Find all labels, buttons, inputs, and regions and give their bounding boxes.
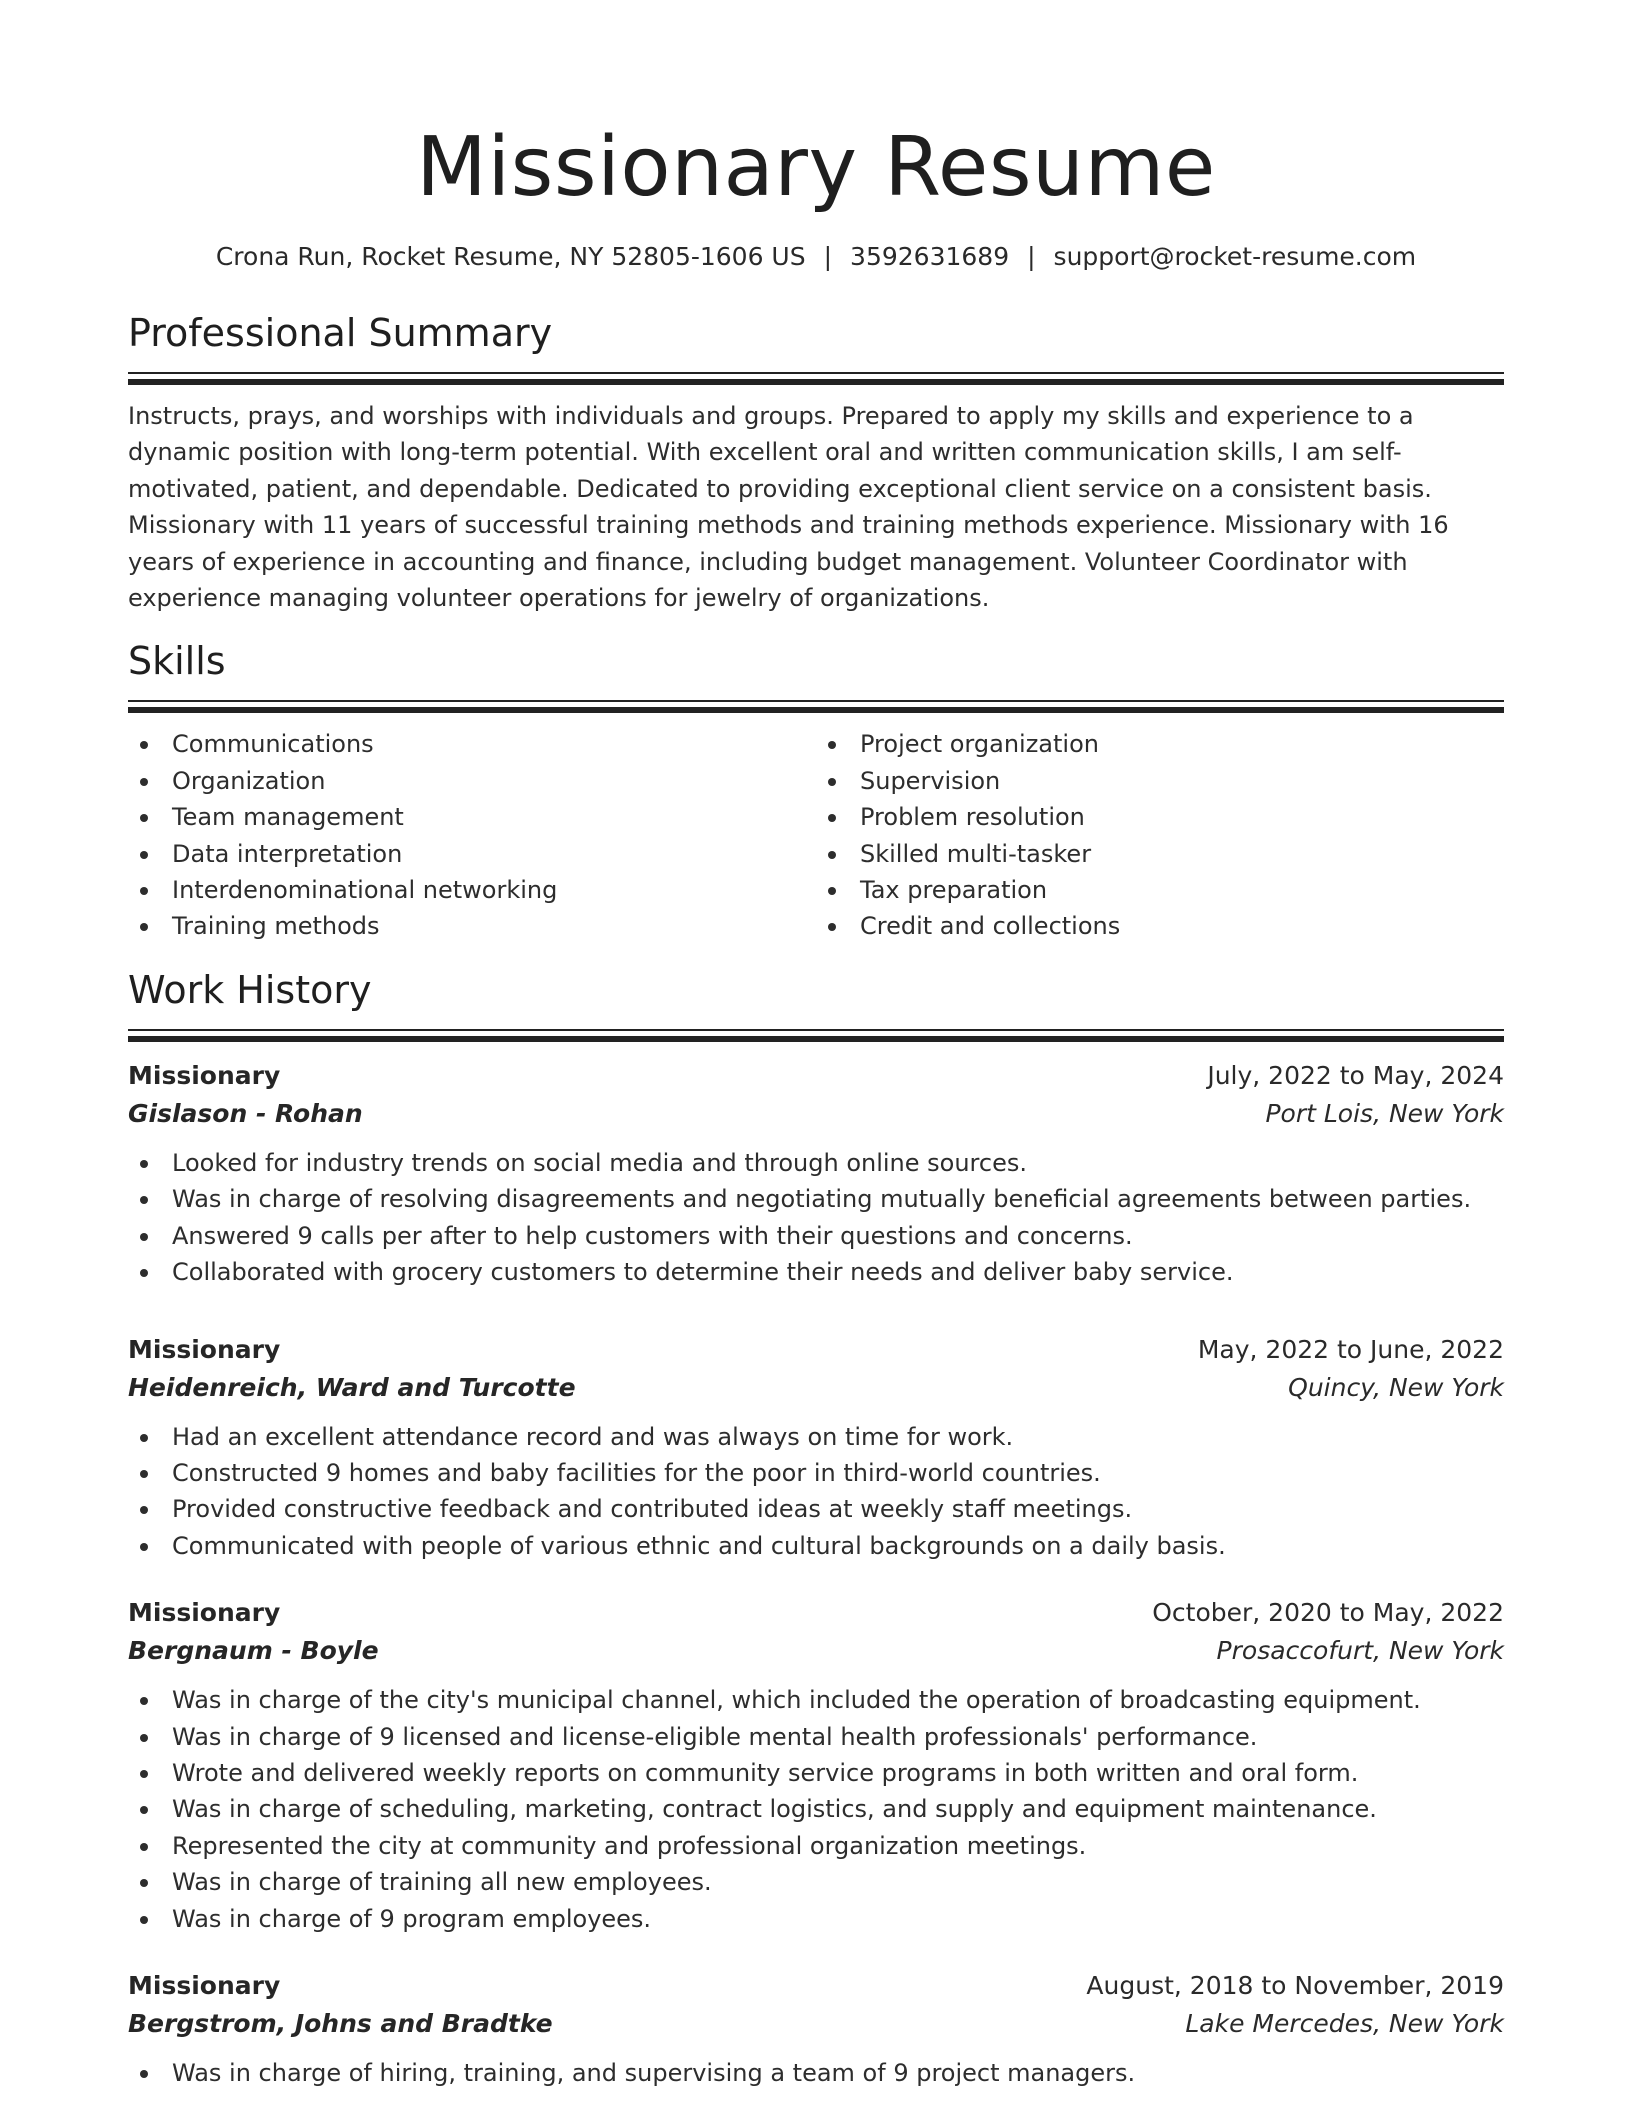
job-entry [128,1594,1504,1937]
job-bullet: Was in charge of 9 program employees. [128,1901,1504,1937]
section-divider [128,700,1504,714]
skill-item: Training methods [128,908,816,944]
job-bullet: Wrote and delivered weekly reports on community service programs in both written and oral form. [128,1755,1504,1791]
work-history-list [128,1057,1504,2092]
job-company-row [128,1095,1504,1133]
skill-item: Credit and collections [816,908,1504,944]
job-company-row [128,2005,1504,2043]
job-title-row [128,1967,1504,2005]
skill-item: Interdenominational networking [128,872,816,908]
skill-item: Organization [128,763,816,799]
job-bullet: Constructed 9 homes and baby facilities for the poor in third-world countries. [128,1455,1504,1491]
summary-heading: Professional Summary [128,311,553,355]
job-company: Heidenreich, Ward and Turcotte [128,1372,576,1402]
job-entry [128,1057,1504,1291]
job-location: Quincy, New York [1288,1372,1504,1402]
job-bullet: Had an excellent attendance record and was always on time for work. [128,1419,1504,1455]
skill-item: Tax preparation [816,872,1504,908]
work-section [128,967,1504,2092]
section-divider [128,1029,1504,1043]
contact-address: Crona Run, Rocket Resume, NY 52805-1606 US [215,242,806,271]
job-bullet: Collaborated with grocery customers to determine their needs and deliver baby service. [128,1254,1504,1290]
job-bullet: Was in charge of resolving disagreements and negotiating mutually beneficial agreements between parties. [128,1181,1504,1217]
summary-text: Instructs, prays, and worships with individuals and groups. Prepared to apply my skills and experience to a dynamic position with long-term potential. With excellent oral and written communication skills, I am self-motivated, patient, and dependable. Dedicated to providing exceptional client service on a consistent basis. Missionary with 11 years of successful training methods and training methods experience. Missionary with 16 years of experience in accounting and finance, including budget management. Volunteer Coordinator with experience managing volunteer operations for jewelry of organizations. [128,402,1449,613]
job-bullets [128,2055,1504,2091]
contact-separator: | [823,242,833,271]
job-company-row [128,1632,1504,1670]
job-bullet: Answered 9 calls per after to help customers with their questions and concerns. [128,1218,1504,1254]
job-title: Missionary [128,1598,281,1628]
skill-item: Communications [128,726,816,762]
job-location: Port Lois, New York [1265,1098,1504,1128]
job-bullet: Provided constructive feedback and contributed ideas at weekly staff meetings. [128,1491,1504,1527]
job-title-row [128,1331,1504,1369]
skills-list-right [816,726,1504,944]
contact-phone: 3592631689 [850,242,1010,271]
skills-section [128,638,1504,944]
contact-separator: | [1027,242,1036,271]
job-bullet: Was in charge of 9 licensed and license-eligible mental health professionals' performance. [128,1719,1504,1755]
skill-item: Problem resolution [816,799,1504,835]
job-company-row [128,1369,1504,1407]
skill-item: Skilled multi-tasker [816,836,1504,872]
job-entry [128,1967,1504,2091]
job-dates: October, 2020 to May, 2022 [1152,1598,1504,1628]
job-bullets [128,1145,1504,1291]
job-location: Lake Mercedes, New York [1185,2008,1504,2038]
skill-item: Supervision [816,763,1504,799]
job-bullet: Was in charge of training all new employees. [128,1864,1504,1900]
contact-line [128,240,1504,274]
skills-heading: Skills [128,639,226,684]
job-title: Missionary [128,1060,281,1090]
summary-section [128,310,1504,616]
job-company: Gislason - Rohan [128,1098,363,1128]
job-dates: May, 2022 to June, 2022 [1197,1334,1504,1364]
job-location: Prosaccofurt, New York [1216,1636,1504,1666]
skill-item: Project organization [816,726,1504,762]
job-company: Bergnaum - Boyle [128,1636,379,1666]
job-dates: July, 2022 to May, 2024 [1207,1060,1504,1090]
skills-list-left [128,726,816,944]
skill-item: Data interpretation [128,836,816,872]
job-company: Bergstrom, Johns and Bradtke [128,2008,553,2038]
job-entry [128,1331,1504,1565]
resume-title: Missionary Resume [416,120,1216,215]
job-bullet: Was in charge of scheduling, marketing, contract logistics, and supply and equipment maintenance. [128,1791,1504,1827]
job-title-row [128,1057,1504,1095]
job-bullets [128,1419,1504,1565]
skills-columns [128,726,1504,944]
section-divider [128,372,1504,386]
job-bullet: Looked for industry trends on social media and through online sources. [128,1145,1504,1181]
job-bullet: Communicated with people of various ethnic and cultural backgrounds on a daily basis. [128,1528,1504,1564]
job-title: Missionary [128,1970,281,2000]
job-bullet: Was in charge of the city's municipal channel, which included the operation of broadcasting equipment. [128,1682,1504,1718]
work-heading: Work History [128,967,372,1012]
job-bullets [128,1682,1504,1937]
contact-email[interactable]: support@rocket-resume.com [1053,242,1417,271]
job-dates: August, 2018 to November, 2019 [1086,1970,1504,2000]
skill-item: Team management [128,799,816,835]
job-title: Missionary [128,1334,281,1364]
job-bullet: Was in charge of hiring, training, and supervising a team of 9 project managers. [128,2055,1504,2091]
job-title-row [128,1594,1504,1632]
job-bullet: Represented the city at community and professional organization meetings. [128,1828,1504,1864]
